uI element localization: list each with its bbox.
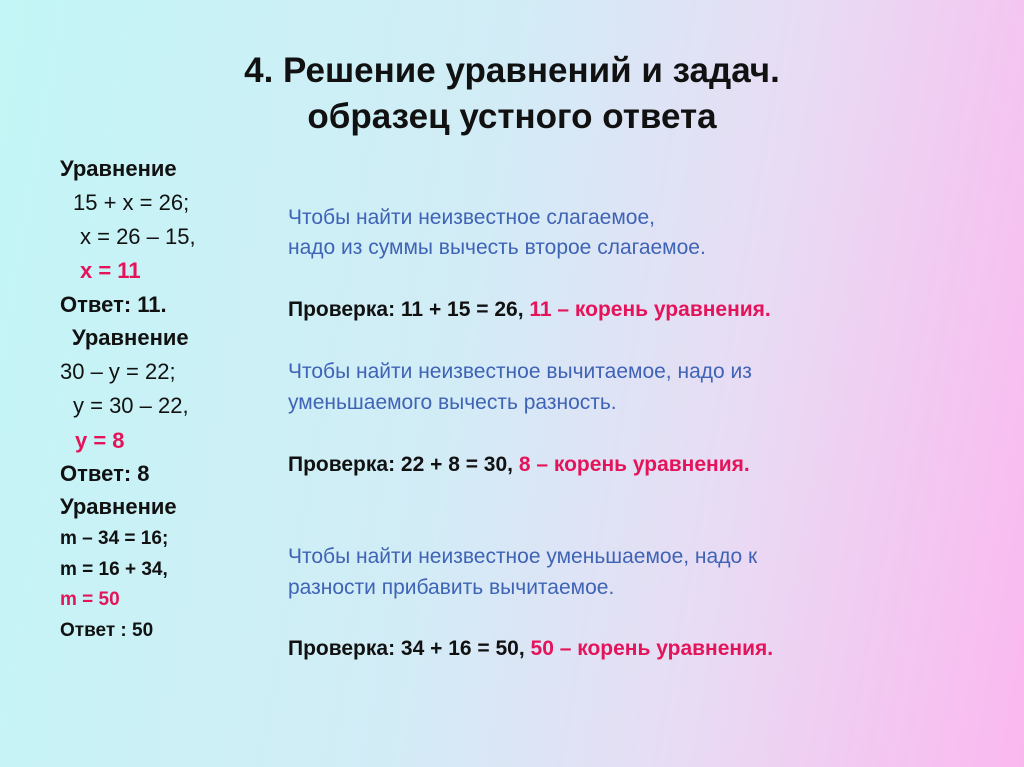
slide-title	[0, 48, 1024, 140]
check1-prefix: Проверка: 11 + 15 = 26,	[288, 298, 530, 321]
rule1-line2: надо из суммы вычесть второе слагаемое.	[288, 236, 706, 259]
slide-title-line2: образец устного ответа	[307, 97, 717, 136]
eq2-line1: 30 – y = 22;	[60, 359, 176, 384]
check1	[288, 295, 771, 325]
rule2-line2: уменьшаемого вычесть разность.	[288, 391, 617, 414]
check3	[288, 634, 773, 664]
eq2-result: y = 8	[75, 428, 125, 453]
slide-title-line1: 4. Решение уравнений и задач.	[244, 51, 780, 90]
rule1-line1: Чтобы найти неизвестное слагаемое,	[288, 206, 655, 229]
check2-prefix: Проверка: 22 + 8 = 30,	[288, 453, 519, 476]
eq1-result: x = 11	[80, 258, 141, 283]
eq2-line2: y = 30 – 22,	[73, 393, 189, 418]
check1-root: 11 – корень уравнения.	[529, 298, 771, 321]
eq1-answer: Ответ: 11.	[60, 292, 167, 317]
check2	[288, 450, 750, 480]
eq1-heading: Уравнение	[60, 156, 177, 181]
eq3-line1: m – 34 = 16;	[60, 528, 169, 549]
eq3-line2: m = 16 + 34,	[60, 559, 168, 580]
rule3-line2: разности прибавить вычитаемое.	[288, 576, 615, 599]
rule2-line1: Чтобы найти неизвестное вычитаемое, надо из	[288, 360, 752, 383]
eq1-line1: 15 + x = 26;	[73, 190, 190, 215]
check2-root: 8 – корень уравнения.	[518, 453, 750, 476]
eq3-heading: Уравнение	[60, 494, 177, 519]
rule3-line1: Чтобы найти неизвестное уменьшаемое, надо к	[288, 545, 758, 568]
eq3-answer: Ответ : 50	[60, 620, 154, 641]
check3-prefix: Проверка: 34 + 16 = 50,	[288, 637, 531, 660]
eq2-answer: Ответ: 8	[60, 461, 150, 486]
eq2-heading: Уравнение	[72, 325, 189, 350]
eq1-line2: x = 26 – 15,	[80, 224, 196, 249]
eq3-result: m = 50	[60, 589, 120, 610]
check3-root: 50 – корень уравнения.	[530, 637, 774, 660]
